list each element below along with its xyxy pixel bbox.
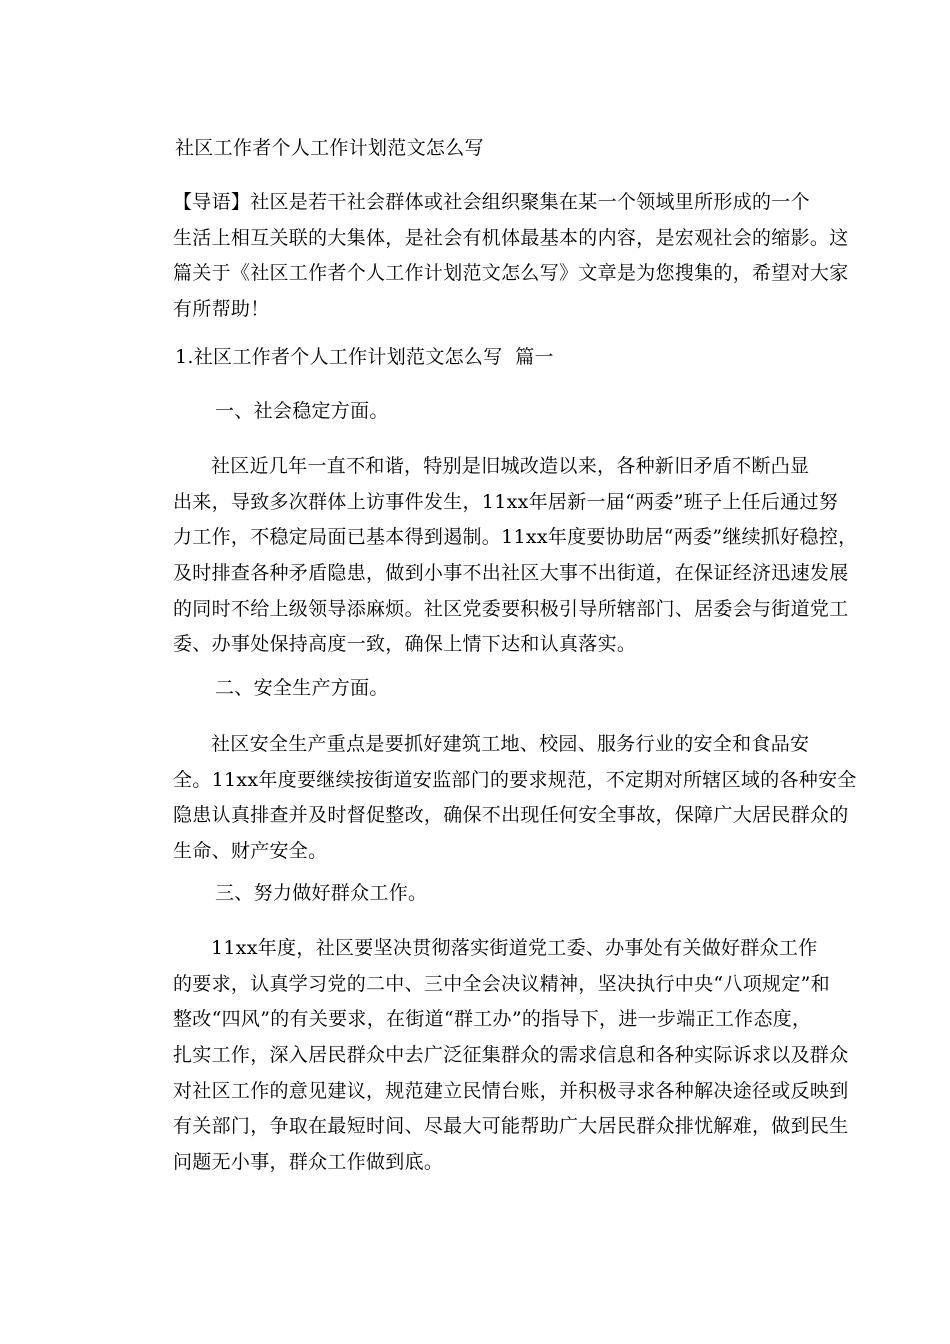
paragraph-mass-work: [173, 937, 849, 1187]
paragraph-line: 生命、财产安全。: [173, 840, 328, 863]
paragraph-line: 对社区工作的意见建议，规范建立民情台账，并积极寻求各种解决途径或反映到: [173, 1079, 849, 1102]
paragraph-line: 有关部门，争取在最短时间、尽最大可能帮助广大居民群众排忧解难，做到民生: [173, 1115, 849, 1138]
intro-line: 篇关于《社区工作者个人工作计划范文怎么写》文章是为您搜集的，希望对大家: [173, 262, 849, 285]
paragraph-stability: [173, 455, 857, 669]
paragraph-line: 力工作，不稳定局面已基本得到遏制。11xx年度要协助居“两委”继续抓好稳控，: [173, 526, 858, 549]
paragraph-line: 扎实工作，深入居民群众中去广泛征集群众的需求信息和各种实际诉求以及群众: [173, 1044, 849, 1067]
intro-line: 有所帮助！: [173, 298, 270, 321]
paragraph-line: 11xx年度，社区要坚决贯彻落实街道党工委、办事处有关做好群众工作: [211, 937, 818, 959]
paragraph-safety: [173, 733, 857, 876]
paragraph-line: 及时排查各种矛盾隐患，做到小事不出社区大事不出街道，在保证经济迅速发展: [173, 562, 849, 585]
paragraph-line: 的同时不给上级领导添麻烦。社区党委要积极引导所辖部门、居委会与街道党工: [173, 597, 849, 620]
subsection-heading-mass-work: 三、努力做好群众工作。: [215, 882, 428, 904]
paragraph-line: 问题无小事，群众工作做到底。: [173, 1151, 444, 1174]
paragraph-line: 全。11xx年度要继续按街道安监部门的要求规范，不定期对所辖区域的各种安全: [173, 768, 857, 791]
intro-paragraph: [173, 191, 849, 334]
subsection-heading-safety: 二、安全生产方面。: [215, 677, 389, 699]
intro-line: 【导语】社区是若干社会群体或社会组织聚集在某一个领域里所形成的一个: [173, 191, 810, 213]
paragraph-line: 出来，导致多次群体上访事件发生，11xx年居新一届“两委”班子上任后通过努: [173, 490, 839, 513]
paragraph-line: 隐患认真排查并及时督促整改，确保不出现任何安全事故，保障广大居民群众的: [173, 804, 849, 827]
paragraph-line: 社区安全生产重点是要抓好建筑工地、校园、服务行业的安全和食品安: [211, 733, 810, 755]
section-heading: 1.社区工作者个人工作计划范文怎么写 篇一: [175, 346, 554, 368]
paragraph-line: 的要求，认真学习党的二中、三中全会决议精神，坚决执行中央“八项规定”和: [173, 972, 830, 995]
paragraph-line: 社区近几年一直不和谐，特别是旧城改造以来，各种新旧矛盾不断凸显: [211, 455, 810, 477]
document-title: 社区工作者个人工作计划范文怎么写: [175, 137, 484, 159]
paragraph-line: 委、办事处保持高度一致，确保上情下达和认真落实。: [173, 633, 637, 656]
subsection-heading-stability: 一、社会稳定方面。: [215, 400, 389, 422]
intro-line: 生活上相互关联的大集体，是社会有机体最基本的内容，是宏观社会的缩影。这: [173, 226, 849, 249]
paragraph-line: 整改“四风”的有关要求，在街道“群工办”的指导下，进一步端正工作态度，: [173, 1008, 812, 1031]
